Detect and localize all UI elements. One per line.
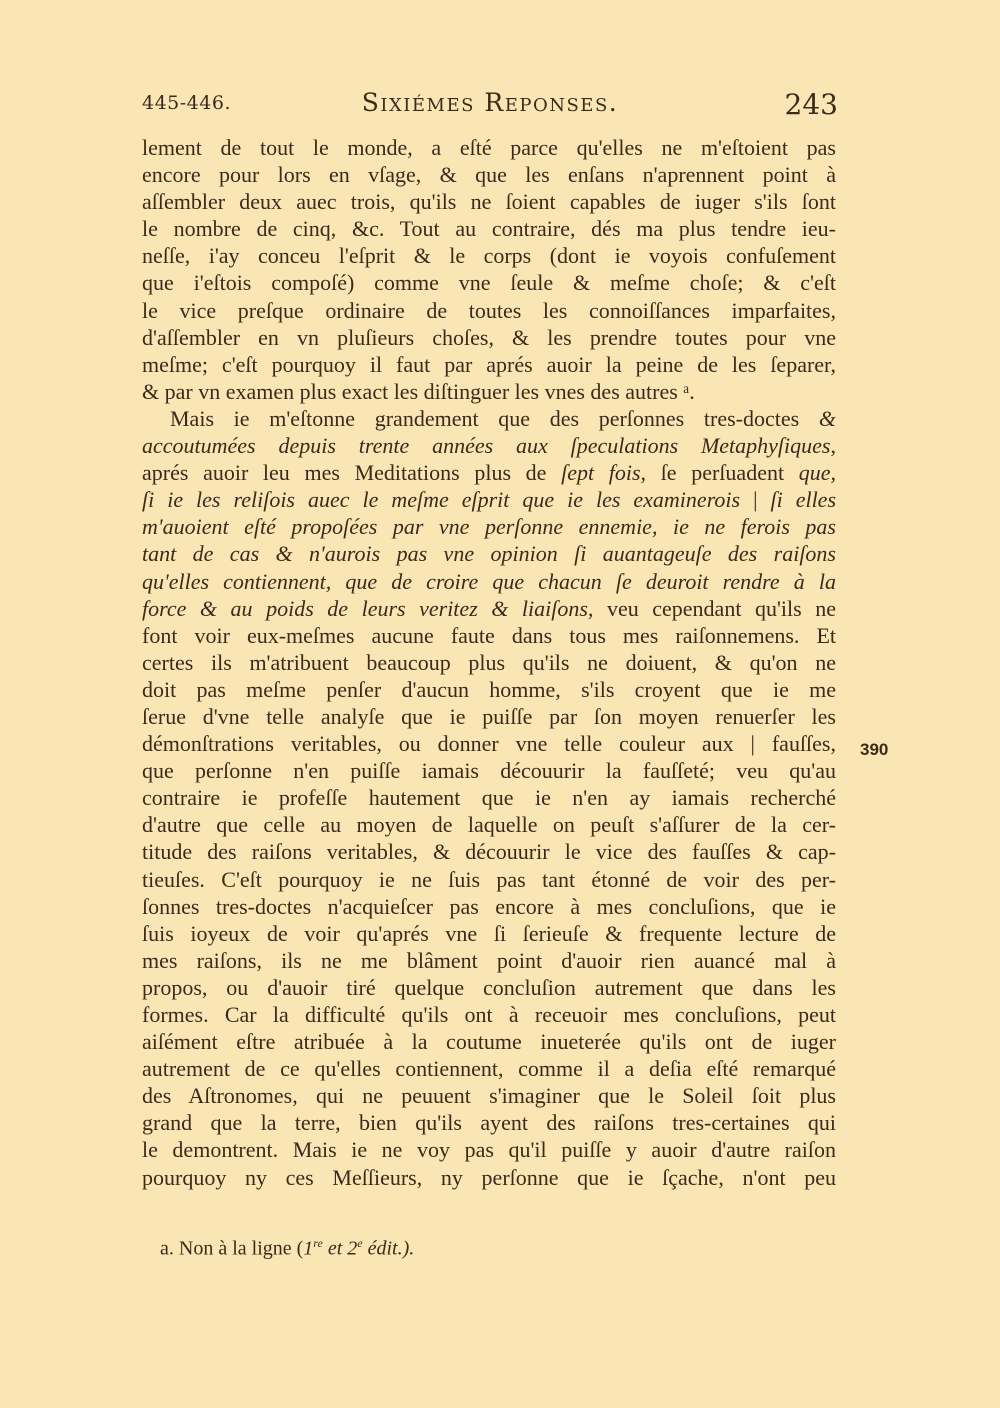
text-line: [142, 1028, 836, 1055]
text-run: ſonnes tres-doctes n'acquieſcer pas encore à mes concluſions, que ie: [142, 893, 836, 919]
text-line: [142, 1055, 836, 1082]
text-run: neſſe, i'ay conceu l'eſprit & le corps (dont ie voyois confuſement: [142, 243, 836, 269]
text-line: [142, 513, 836, 540]
text-line: [142, 649, 836, 676]
text-line: [142, 215, 836, 242]
footnote-tail: édit.).: [362, 1237, 415, 1260]
text-line: [142, 324, 836, 351]
page-number: 243: [784, 88, 838, 121]
text-run: encore pour lors en vſage, & que les enſans n'aprennent point à: [142, 162, 836, 188]
text-run: certes ils m'atribuent beaucoup plus qu'ils ne doiuent, & qu'on ne: [142, 649, 836, 675]
text-line: [142, 242, 836, 269]
text-line: [142, 432, 836, 459]
text-run: pourquoy ny ces Meſſieurs, ny perſonne que ie ſçache, n'ont peu: [142, 1164, 836, 1190]
text-run: des Aſtronomes, qui ne peuuent s'imaginer que le Soleil ſoit plus: [142, 1083, 836, 1109]
text-run: lement de tout le monde, a eſté parce qu'elles ne m'eſtoient pas: [142, 135, 836, 160]
text-run: que i'eſtois compoſé) comme vne ſeule & meſme choſe; & c'eſt: [142, 270, 836, 296]
text-run: doit pas meſme penſer d'aucun homme, s'ils croyent que ie me: [142, 676, 836, 702]
text-run: m'auoient eſté propoſées par vne perſonne ennemie, ie ne ferois pas: [142, 514, 836, 540]
text-run: & par vn examen plus exact les diſtinguer les vnes des autres ᵃ.: [142, 378, 695, 404]
text-run: ſuis ioyeux de voir qu'aprés vne ſi ſerieuſe & frequente lecture de: [142, 920, 836, 946]
text-line: [142, 269, 836, 296]
text-line: [142, 622, 836, 649]
text-line: [142, 866, 836, 893]
text-line: [142, 1109, 836, 1136]
margin-line-number: 390: [860, 740, 889, 759]
text-run: meſme; c'eſt pourquoy il faut par aprés auoir la peine de les ſeparer,: [142, 351, 836, 377]
text-run: contraire ie profeſſe hautement que ie n'en ay iamais recherché: [142, 785, 836, 811]
text-line: [142, 676, 836, 703]
text-line: [142, 1082, 836, 1109]
page-range: 445-446.: [142, 92, 231, 114]
text-run: ſerue d'vne telle analyſe que ie puiſſe par ſon moyen renuerſer les: [142, 703, 836, 729]
text-run: Mais ie m'eſtonne grandement que des perſonnes tres-doctes: [170, 405, 819, 431]
text-run: aiſément eſtre atribuée à la coutume inueterée qu'ils ont de iuger: [142, 1029, 836, 1055]
text-line: [142, 974, 836, 1001]
text-line: [142, 595, 836, 622]
text-run: tieuſes. C'eſt pourquoy ie ne ſuis pas tant étonné de voir des per-: [142, 866, 836, 892]
text-line: [142, 838, 836, 865]
text-run: le nombre de cinq, &c. Tout au contraire, dés ma plus tendre ieu-: [142, 216, 836, 242]
text-run: force & au poids de leurs veritez & liaiſons,: [142, 595, 594, 621]
text-run: autrement de ce qu'elles contiennent, comme il a deſia eſté remarqué: [142, 1056, 836, 1082]
text-line: [142, 730, 836, 757]
text-line: [142, 1136, 836, 1163]
running-title: Sixiémes Reponses.: [361, 88, 619, 117]
running-header: [142, 88, 838, 124]
footnote: [160, 1236, 414, 1261]
text-line: [142, 811, 836, 838]
text-run: ſept fois,: [561, 460, 647, 486]
text-line: [142, 188, 836, 215]
text-run: font voir eux-meſmes aucune faute dans tous mes raiſonnemens. Et: [142, 622, 836, 648]
text-line: [142, 297, 836, 324]
text-line: [142, 378, 836, 405]
text-line: [142, 1001, 836, 1028]
text-run: d'aſſembler en vn pluſieurs choſes, & les prendre toutes pour vne: [142, 324, 836, 350]
text-run: propos, ou d'auoir tiré quelque concluſion autrement que dans les: [142, 974, 836, 1000]
text-run: mes raiſons, ils ne me blâment point d'auoir rien auancé mal à: [142, 947, 836, 973]
text-line: [142, 459, 836, 486]
text-line: [142, 540, 836, 567]
text-run: tant de cas & n'aurois pas vne opinion ſi auantageuſe des raiſons: [142, 541, 836, 567]
text-line: [142, 703, 836, 730]
text-line: [142, 405, 836, 432]
footnote-sup1: re: [313, 1236, 323, 1250]
text-run: accoutumées depuis trente années aux ſpeculations Metaphyſiques,: [142, 433, 836, 459]
text-line: [142, 486, 836, 513]
text-run: ſe perſuadent: [646, 460, 799, 486]
text-line: [142, 351, 836, 378]
text-line: [142, 1164, 836, 1191]
text-run: &: [818, 405, 836, 431]
text-run: aprés auoir leu mes Meditations plus de: [142, 460, 562, 486]
text-run: grand que la terre, bien qu'ils ayent des raiſons tres-certaines qui: [142, 1110, 836, 1136]
text-line: [142, 893, 836, 920]
footnote-sup2: e: [357, 1236, 363, 1250]
text-run: le vice preſque ordinaire de toutes les connoiſſances imparfaites,: [142, 297, 836, 323]
text-run: d'autre que celle au moyen de laquelle on peuſt s'aſſurer de la cer-: [142, 812, 836, 838]
text-run: ſi elles: [770, 487, 837, 513]
text-line: [142, 161, 836, 188]
text-line: [142, 757, 836, 784]
text-run: que perſonne n'en puiſſe iamais découurir la fauſſeté; veu qu'au: [142, 758, 836, 784]
text-run: le demontrent. Mais ie ne voy pas qu'il puiſſe y auoir d'autre raiſon: [142, 1137, 836, 1163]
footnote-mid: et 2: [322, 1237, 358, 1260]
text-run: que,: [798, 460, 836, 486]
footnote-ed1: 1: [303, 1237, 314, 1260]
body-text: [142, 134, 836, 1191]
text-run: |: [740, 487, 771, 513]
text-line: [142, 784, 836, 811]
text-run: aſſembler deux auec trois, qu'ils ne ſoient capables de iuger s'ils ſont: [142, 189, 836, 215]
text-line: [142, 568, 836, 595]
text-run: titude des raiſons veritables, & découurir le vice des fauſſes & cap-: [142, 839, 836, 865]
text-run: démonſtrations veritables, ou donner vne telle couleur aux | fauſſes,: [142, 731, 836, 757]
text-run: formes. Car la difficulté qu'ils ont à receuoir mes concluſions, peut: [142, 1002, 836, 1027]
text-run: veu cependant qu'ils ne: [593, 595, 837, 621]
footnote-label: a. Non à la ligne (: [160, 1237, 304, 1260]
text-line: [142, 947, 836, 974]
text-line: [142, 134, 836, 161]
text-run: qu'elles contiennent, que de croire que chacun ſe deuroit rendre à la: [142, 568, 836, 594]
text-run: ſi ie les reliſois auec le meſme eſprit que ie les examinerois: [142, 487, 741, 513]
text-line: [142, 920, 836, 947]
